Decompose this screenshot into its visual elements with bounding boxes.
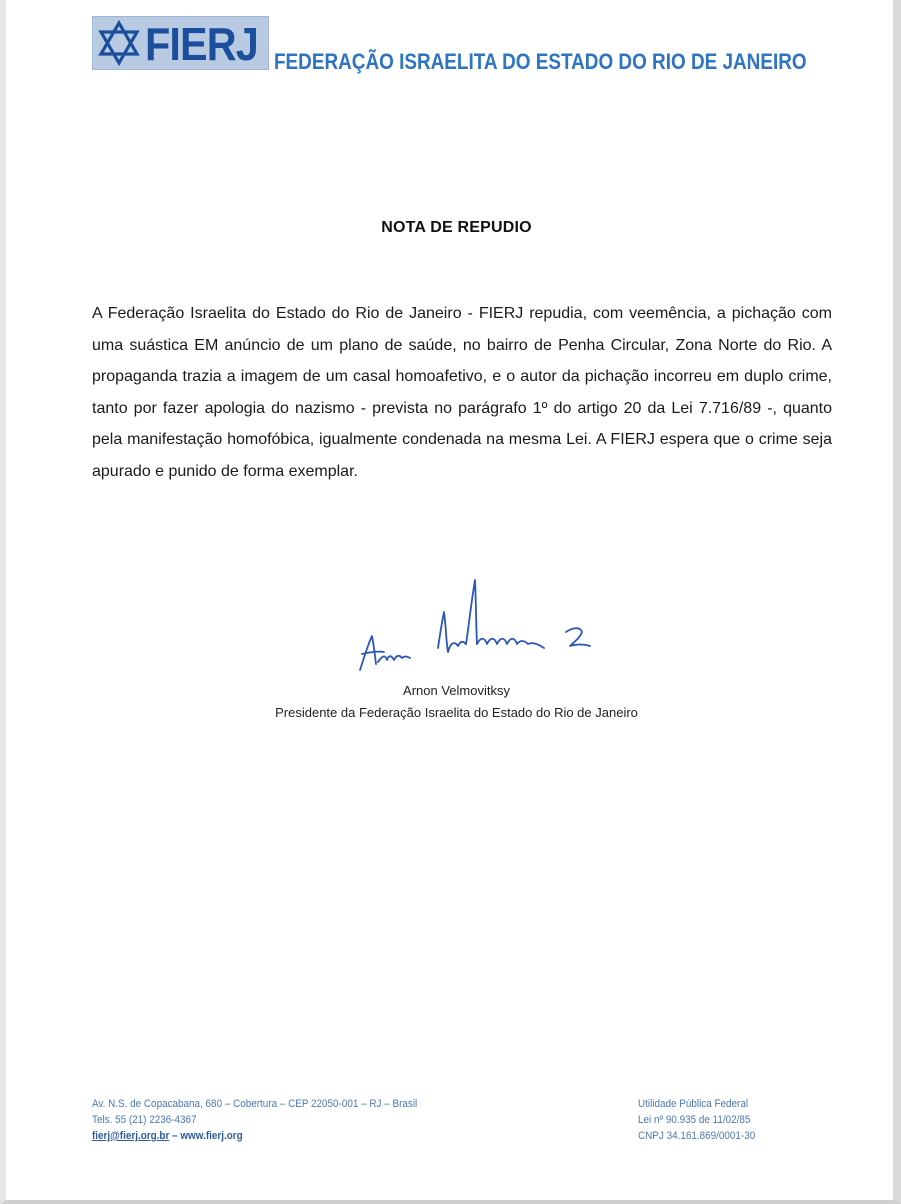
footer-online xyxy=(92,1128,417,1144)
document-title: NOTA DE REPUDIO xyxy=(381,219,532,236)
footer-law: Lei nº 90.935 de 11/02/85 xyxy=(638,1114,751,1126)
email-link[interactable]: fierj@fierj.org.br xyxy=(92,1130,170,1142)
footer-cnpj: CNPJ 34.161.869/0001-30 xyxy=(638,1130,756,1142)
signer-role: Presidente da Federação Israelita do Estado do Rio de Janeiro xyxy=(275,705,638,720)
footer-address: Av. N.S. de Copacabana, 680 – Cobertura – CEP 22050-001 – RJ – Brasil xyxy=(92,1098,418,1110)
organization-name: FEDERAÇÃO ISRAELITA DO ESTADO DO RIO DE JANEIRO xyxy=(274,49,807,74)
signer-name: Arnon Velmovitksy xyxy=(403,683,510,698)
footer-contact xyxy=(92,1096,417,1144)
footer-legal xyxy=(638,1096,755,1144)
website-link[interactable]: www.fierj.org xyxy=(180,1130,243,1142)
fierj-logo xyxy=(92,16,269,70)
footer-separator: – xyxy=(172,1130,178,1142)
footer-utility-label: Utilidade Pública Federal xyxy=(638,1098,749,1110)
star-of-david-icon xyxy=(97,20,141,66)
logo-text: FIERJ xyxy=(145,18,258,70)
handwritten-signature xyxy=(354,574,594,678)
document-body: A Federação Israelita do Estado do Rio de Janeiro - FIERJ repudia, com veemência, a pichação com uma suástica EM anúncio de um plano de saúde, no bairro de Penha Circular, Zona Norte do Rio. A propaganda trazia a imagem de um casal homoafetivo, e o autor da pichação incorreu em duplo crime, tanto por fazer apologia do nazismo - prevista no parágrafo 1º do artigo 20 da Lei 7.716/89 -, quanto pela manifestação homofóbica, igualmente condenada na mesma Lei. A FIERJ espera que o crime seja apurado e punido de forma exemplar. xyxy=(92,305,832,480)
footer-phone: Tels. 55 (21) 2236-4367 xyxy=(92,1114,197,1126)
